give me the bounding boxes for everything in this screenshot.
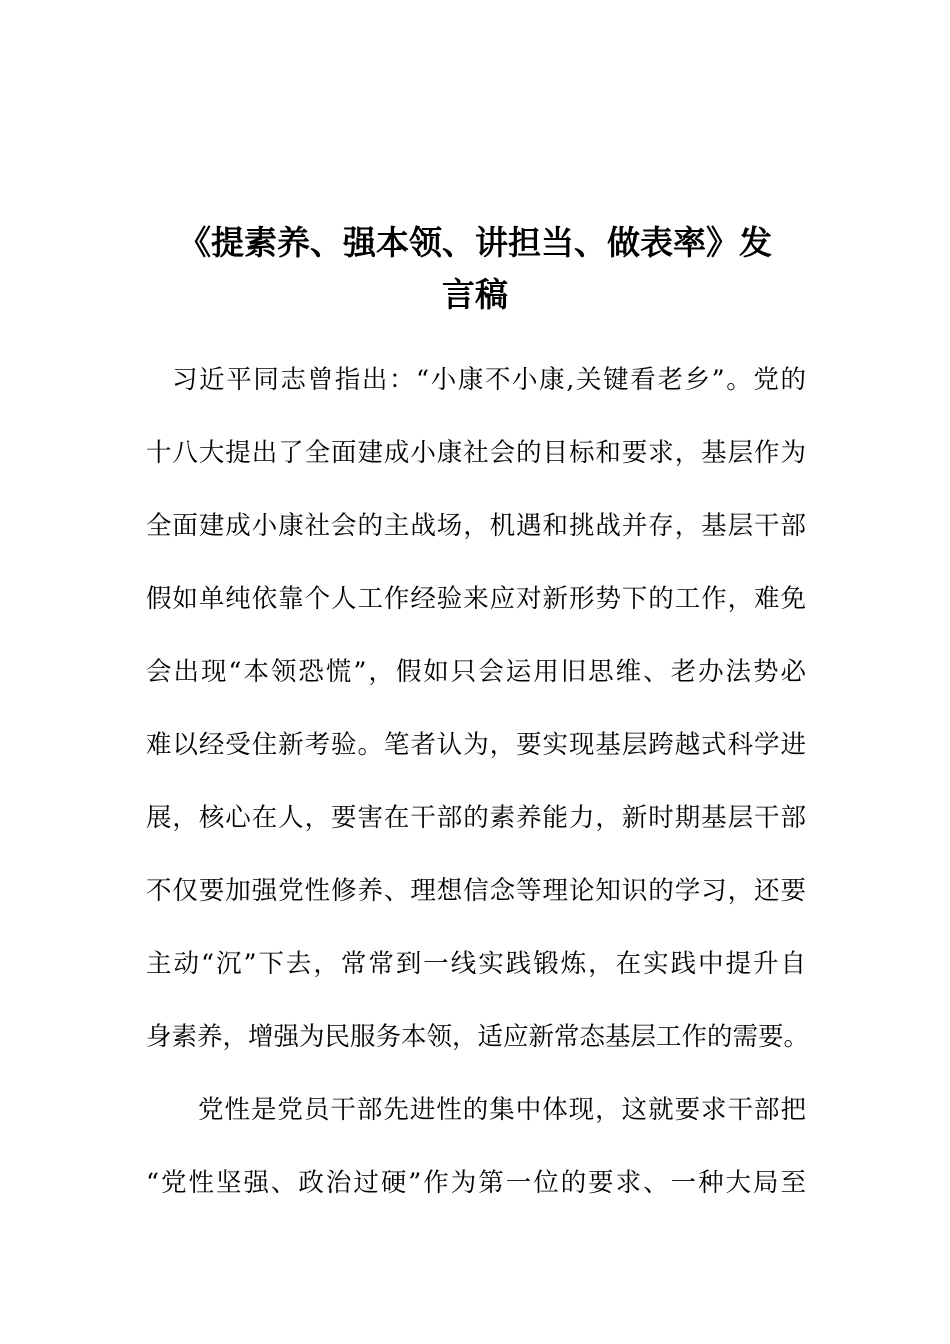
body-line-11: 党性是党员干部先进性的集中体现，这就要求干部把 <box>198 1095 806 1125</box>
body-line-6: 难以经受住新考验。笔者认为，要实现基层跨越式科学进 <box>146 730 806 760</box>
body-line-10: 身素养，增强为民服务本领，适应新常态基层工作的需要。 <box>146 1022 810 1052</box>
body-line-4: 假如单纯依靠个人工作经验来应对新形势下的工作，难免 <box>146 584 806 614</box>
body-line-8: 不仅要加强党性修养、理想信念等理论知识的学习，还要 <box>146 876 806 906</box>
body-line-2: 十八大提出了全面建成小康社会的目标和要求，基层作为 <box>146 438 806 468</box>
body-line-1: 习近平同志曾指出：“小康不小康,关键看老乡”。党的 <box>172 365 806 395</box>
body-line-7: 展，核心在人，要害在干部的素养能力，新时期基层干部 <box>146 803 806 833</box>
body-line-5: 会出现“本领恐慌”，假如只会运用旧思维、老办法势必 <box>146 657 806 687</box>
body-line-9: 主动“沉”下去，常常到一线实践锻炼，在实践中提升自 <box>146 949 806 979</box>
body-line-12: “党性坚强、政治过硬”作为第一位的要求、一种大局至 <box>146 1168 806 1198</box>
document-title-line-2: 言稿 <box>442 275 508 314</box>
document-title-line-1: 《提素养、强本领、讲担当、做表率》发 <box>178 223 772 262</box>
body-line-3: 全面建成小康社会的主战场，机遇和挑战并存，基层干部 <box>146 511 806 541</box>
